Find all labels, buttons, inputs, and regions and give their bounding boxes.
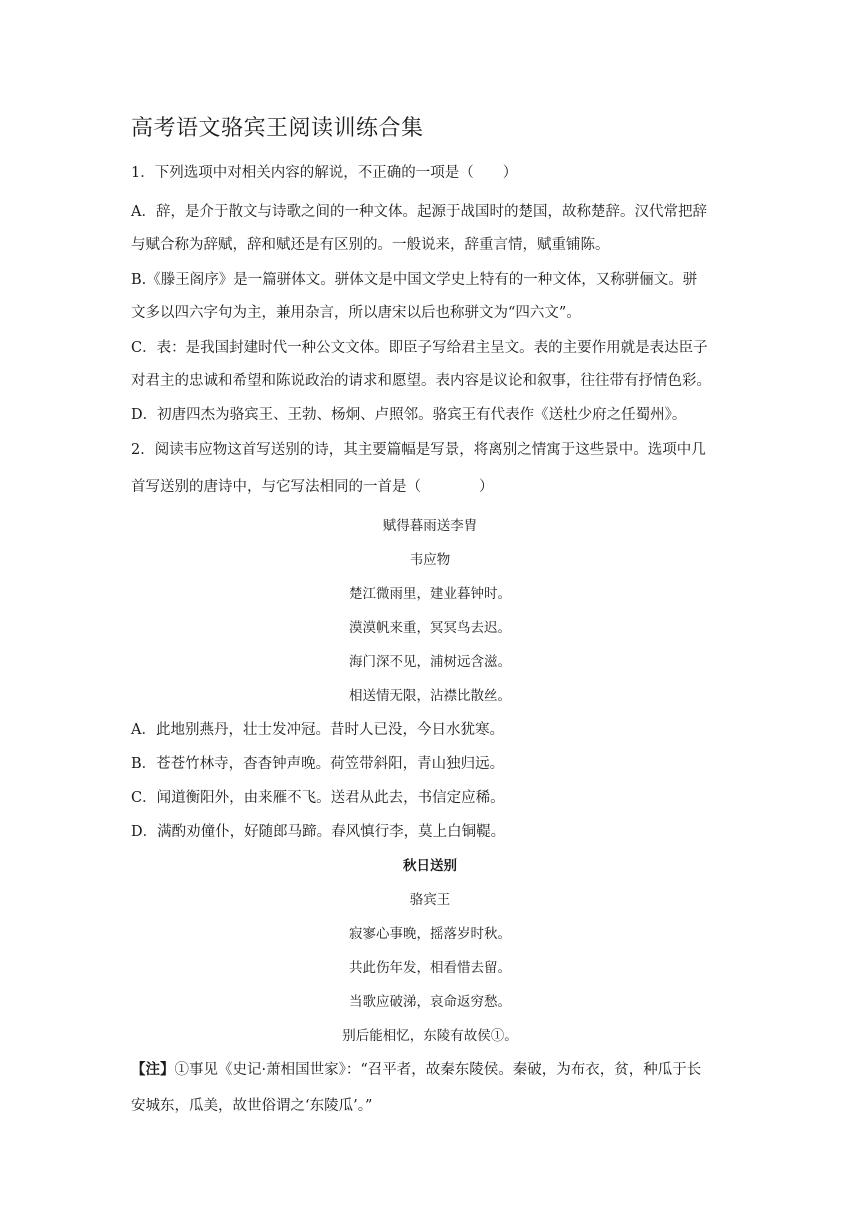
note-line1 bbox=[131, 1060, 701, 1080]
note-text: ①事见《史记·萧相国世家》：“召平者，故秦东陵侯。秦破，为布衣，贫，种瓜于长 bbox=[174, 1062, 702, 1078]
q1-option-c-line2: 对君主的忠诚和希望和陈说政治的请求和愿望。表内容是议论和叙事，往往带有抒情色彩。 bbox=[131, 373, 711, 389]
question-1-stem: 1．下列选项中对相关内容的解说，不正确的一项是（ ） bbox=[131, 165, 518, 181]
q2-option-c: C．闻道衡阳外，由来雁不飞。送君从此去，书信定应稀。 bbox=[131, 790, 505, 806]
poem2-line: 当歌应破涕，哀命返穷愁。 bbox=[349, 994, 511, 1010]
poem2-line: 别后能相忆，东陵有故侯①。 bbox=[342, 1028, 518, 1044]
poem1-line: 相送情无限，沾襟比散丝。 bbox=[349, 688, 511, 704]
question-2-stem-line2: 首写送别的唐诗中，与它写法相同的一首是（ ） bbox=[131, 479, 494, 495]
poem1-line: 楚江微雨里，建业暮钟时。 bbox=[349, 586, 511, 602]
poem1-author: 韦应物 bbox=[409, 552, 451, 568]
question-2-stem-line1: 2．阅读韦应物这首写送别的诗，其主要篇幅是写景，将离别之情寓于这些景中。选项中几 bbox=[131, 442, 706, 458]
poem2-author: 骆宾王 bbox=[409, 892, 451, 908]
document-title: 高考语文骆宾王阅读训练合集 bbox=[131, 116, 424, 141]
q1-option-b-line1: B.《滕王阁序》是一篇骈体文。骈体文是中国文学史上特有的一种文体，又称骈俪文。骈 bbox=[131, 272, 698, 288]
poem1-title: 赋得暮雨送李胄 bbox=[382, 518, 478, 534]
q1-option-a-line1: A．辞，是介于散文与诗歌之间的一种文体。起源于战国时的楚国，故称楚辞。汉代常把辞 bbox=[131, 204, 707, 220]
poem2-line: 寂寥心事晚，摇落岁时秋。 bbox=[349, 926, 511, 942]
poem2-title: 秋日送别 bbox=[403, 858, 457, 874]
q1-option-d-line1: D．初唐四杰为骆宾王、王勃、杨炯、卢照邻。骆宾王有代表作《送杜少府之任蜀州》。 bbox=[131, 407, 687, 423]
q1-option-b-line2: 文多以四六字句为主，兼用杂言，所以唐宋以后也称骈文为“四六文”。 bbox=[131, 305, 581, 321]
note-line2: 安城东，瓜美，故世俗谓之‘东陵瓜’。” bbox=[131, 1098, 373, 1114]
q2-option-a: A．此地别燕丹，壮士发冲冠。昔时人已没，今日水犹寒。 bbox=[131, 722, 504, 738]
poem2-line: 共此伤年发，相看惜去留。 bbox=[349, 960, 511, 976]
poem1-line: 漠漠帆来重，冥冥鸟去迟。 bbox=[349, 620, 511, 636]
q2-option-b: B．苍苍竹林寺，杳杳钟声晚。荷笠带斜阳，青山独归远。 bbox=[131, 756, 505, 772]
q2-option-d: D．满酌劝僮仆，好随郎马蹄。春风慎行李，莫上白铜鞮。 bbox=[131, 824, 506, 840]
q1-option-c-line1: C．表：是我国封建时代一种公文文体。即臣子写给君主呈文。表的主要作用就是表达臣子 bbox=[131, 340, 708, 356]
poem1-line: 海门深不见，浦树远含滋。 bbox=[349, 654, 511, 670]
note-tag: 【注】 bbox=[131, 1061, 175, 1078]
q1-option-a-line2: 与赋合称为辞赋，辞和赋还是有区别的。一般说来，辞重言情，赋重铺陈。 bbox=[131, 237, 610, 253]
